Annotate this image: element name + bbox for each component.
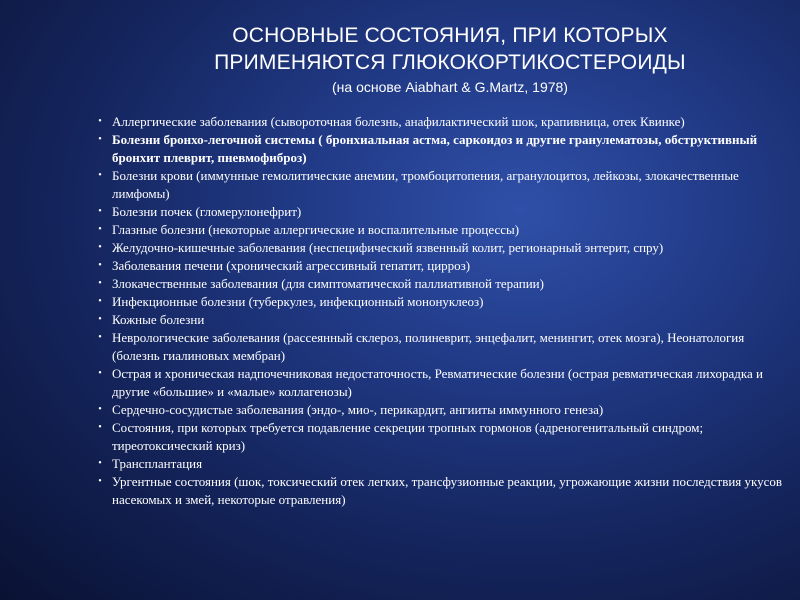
list-item-text: Кожные болезни	[112, 312, 205, 327]
bullet-icon: •	[98, 134, 102, 145]
list-item-text: Ургентные состояния (шок, токсический отек легких, трансфузионные реакции, угрожающие жизни последствия укусов насекомых и змей, некоторые отравления)	[112, 474, 783, 507]
bullet-icon: •	[98, 116, 102, 127]
list-item	[94, 401, 784, 419]
bullet-icon: •	[98, 260, 102, 271]
list-item-text: Болезни бронхо-легочной системы ( бронхиальная астма, саркоидоз и другие гранулематозы, обструктивный бронхит плеврит, пневмофиброз)	[112, 132, 758, 165]
title-block	[100, 22, 800, 96]
list-item	[94, 275, 784, 293]
list-item-text: Заболевания печени (хронический агрессивный гепатит, цирроз)	[112, 258, 471, 273]
list-item-text: Неврологические заболевания (рассеянный склероз, полиневрит, энцефалит, менингит, отек мозга), Неонатология (болезнь гиалиновых мембран)	[112, 330, 745, 363]
list-item	[94, 203, 784, 221]
list-item-text: Болезни крови (иммунные гемолитические анемии, тромбоцитопения, агранулоцитоз, лейкозы, злокачественные лимфомы)	[112, 168, 739, 201]
list-item	[94, 257, 784, 275]
bullet-icon: •	[98, 242, 102, 253]
bullet-icon: •	[98, 170, 102, 181]
list-item-text: Инфекционные болезни (туберкулез, инфекционный мононуклеоз)	[112, 294, 484, 309]
bullet-icon: •	[98, 314, 102, 325]
bullet-icon: •	[98, 224, 102, 235]
bullet-icon: •	[98, 278, 102, 289]
bullet-icon: •	[98, 422, 102, 433]
bullet-icon: •	[98, 458, 102, 469]
list-item	[94, 167, 784, 203]
bullet-icon: •	[98, 368, 102, 379]
bullet-icon: •	[98, 476, 102, 487]
list-item	[94, 113, 784, 131]
list-item-text: Болезни почек (гломерулонефрит)	[112, 204, 302, 219]
list-item-text: Состояния, при которых требуется подавление секреции тропных гормонов (адреногенитальный синдром; тиреотоксический криз)	[112, 420, 704, 453]
bullet-icon: •	[98, 206, 102, 217]
list-item	[94, 131, 784, 167]
bullet-icon: •	[98, 296, 102, 307]
list-item-text: Сердечно-сосудистые заболевания (эндо-, мио-, перикардит, ангииты иммунного генеза)	[112, 402, 604, 417]
list-item	[94, 239, 784, 257]
list-item-text: Трансплантация	[112, 456, 203, 471]
slide-title-line-2: ПРИМЕНЯЮТСЯ ГЛЮКОКОРТИКОСТЕРОИДЫ	[214, 51, 686, 74]
list-item	[94, 293, 784, 311]
list-item	[94, 365, 784, 401]
conditions-list	[94, 113, 784, 509]
list-item-text: Глазные болезни (некоторые аллергические и воспалительные процессы)	[112, 222, 520, 237]
bullet-icon: •	[98, 404, 102, 415]
slide-title-line-1: ОСНОВНЫЕ СОСТОЯНИЯ, ПРИ КОТОРЫХ	[232, 24, 668, 47]
list-item	[94, 455, 784, 473]
list-item	[94, 329, 784, 365]
list-item-text: Острая и хроническая надпочечниковая недостаточность, Ревматические болезни (острая ревматическая лихорадка и другие «большие» и «малые» коллагенозы)	[112, 366, 763, 399]
list-item-text: Аллергические заболевания (сывороточная болезнь, анафилактический шок, крапивница, отек Квинке)	[112, 114, 685, 129]
list-item	[94, 419, 784, 455]
list-item	[94, 473, 784, 509]
list-item	[94, 311, 784, 329]
list-item-text: Желудочно-кишечные заболевания (неспецифический язвенный колит, регионарный энтерит, спру)	[112, 240, 664, 255]
slide-subtitle: (на основе Aiabhart & G.Martz, 1978)	[332, 79, 568, 95]
bullet-icon: •	[98, 332, 102, 343]
list-item	[94, 221, 784, 239]
list-item-text: Злокачественные заболевания (для симптоматической паллиативной терапии)	[112, 276, 544, 291]
